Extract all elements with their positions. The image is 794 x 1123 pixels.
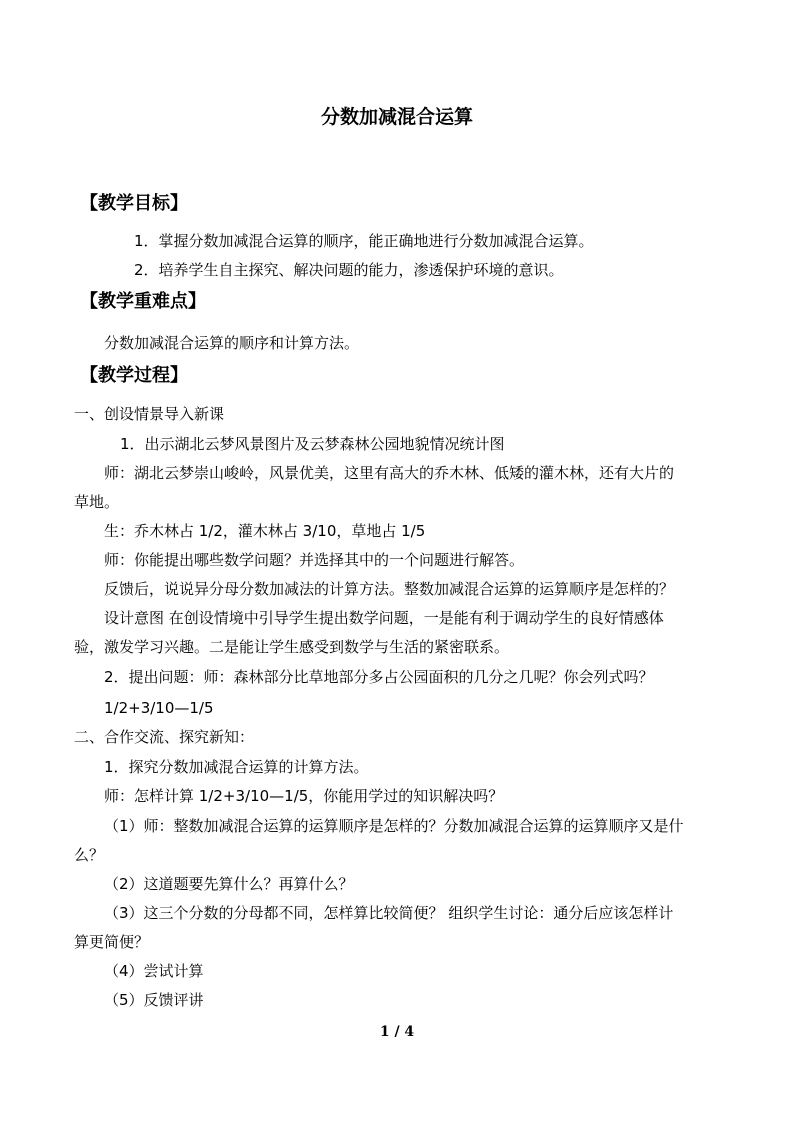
paragraph-line: 1．掌握分数加减混合运算的顺序，能正确地进行分数加减混合运算。 — [134, 232, 594, 250]
paragraph-line: 2．提出问题：师：森林部分比草地部分多占公园面积的几分之几呢？你会列式吗？ — [104, 668, 654, 686]
formula-line: 1/2+3/10—1/5 — [104, 699, 214, 717]
section-heading-key-points: 【教学重难点】 — [80, 291, 206, 312]
paragraph-line: 草地。 — [74, 493, 120, 511]
paragraph-line: （1）师：整数加减混合运算的运算顺序是怎样的？分数加减混合运算的运算顺序又是什 — [104, 817, 684, 835]
paragraph-line: 师：湖北云梦崇山峻岭，风景优美，这里有高大的乔木林、低矮的灌木林，还有大片的 — [104, 464, 675, 482]
paragraph-line: 设计意图 在创设情境中引导学生提出数学问题，一是能有利于调动学生的良好情感体 — [104, 609, 664, 627]
paragraph-line: 反馈后，说说异分母分数加减法的计算方法。整数加减混合运算的运算顺序是怎样的？ — [104, 580, 675, 598]
page-number: 1 / 4 — [379, 1024, 415, 1040]
paragraph-line: 验，激发学习兴趣。二是能让学生感受到数学与生活的紧密联系。 — [74, 638, 510, 656]
section-heading-process: 【教学过程】 — [80, 365, 188, 386]
paragraph-line: 分数加减混合运算的顺序和计算方法。 — [104, 334, 360, 352]
paragraph-line: 2．培养学生自主探究、解决问题的能力，渗透保护环境的意识。 — [134, 261, 564, 279]
paragraph-line: （2）这道题要先算什么？再算什么？ — [104, 875, 354, 893]
paragraph-line: 生：乔木林占 1/2，灌木林占 3/10，草地占 1/5 — [104, 522, 426, 540]
paragraph-line: 算更简便？ — [74, 933, 150, 951]
paragraph-line: （5）反馈评讲 — [104, 991, 204, 1009]
paragraph-line: 1．出示湖北云梦风景图片及云梦森林公园地貌情况统计图 — [120, 435, 505, 453]
paragraph-line: 1．探究分数加减混合运算的计算方法。 — [104, 758, 369, 776]
paragraph-line: （3）这三个分数的分母都不同，怎样算比较简便？ 组织学生讨论：通分后应该怎样计 — [104, 904, 674, 922]
subsection-heading: 一、创设情景导入新课 — [74, 405, 225, 423]
section-heading-objectives: 【教学目标】 — [80, 193, 188, 214]
document-title: 分数加减混合运算 — [320, 106, 473, 128]
paragraph-line: 么？ — [74, 846, 105, 864]
subsection-heading: 二、合作交流、探究新知： — [74, 728, 255, 746]
paragraph-line: 师：你能提出哪些数学问题？并选择其中的一个问题进行解答。 — [104, 551, 525, 569]
paragraph-line: 师：怎样计算 1/2+3/10—1/5，你能用学过的知识解决吗？ — [104, 787, 504, 805]
paragraph-line: （4）尝试计算 — [104, 962, 204, 980]
